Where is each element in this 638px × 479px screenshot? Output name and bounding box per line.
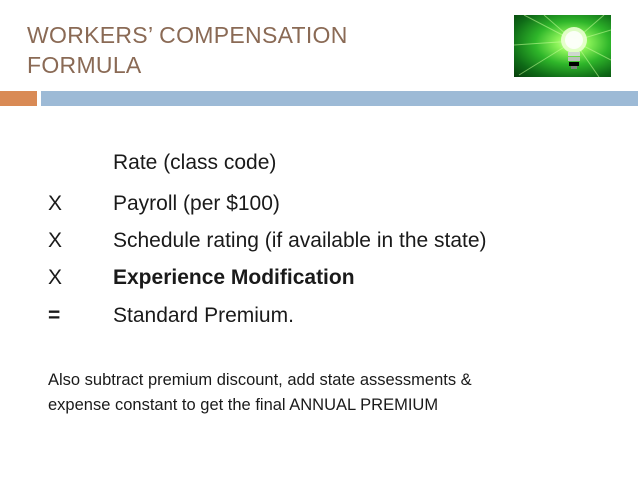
lightbulb-image xyxy=(514,15,611,77)
accent-bar-orange xyxy=(0,91,37,106)
footnote-line-1: Also subtract premium discount, add state assessments & xyxy=(48,371,472,389)
title-line-2: FORMULA xyxy=(27,52,142,78)
formula-term: Payroll (per $100) xyxy=(113,192,280,215)
formula-operator: X xyxy=(48,229,63,252)
formula-operator: X xyxy=(48,192,63,215)
formula-row xyxy=(0,299,638,333)
formula-term: Standard Premium. xyxy=(113,304,294,327)
slide-title xyxy=(27,20,348,80)
formula-term-bold: Experience Modification xyxy=(113,266,355,289)
formula-term: Rate (class code) xyxy=(113,151,277,174)
lightbulb-icon xyxy=(514,15,611,77)
formula-row xyxy=(0,261,638,295)
formula-term: Schedule rating (if available in the state) xyxy=(113,229,487,252)
accent-bar-blue xyxy=(41,91,638,106)
footnote xyxy=(48,368,618,418)
formula-row xyxy=(0,187,638,221)
title-line-1: WORKERS’ COMPENSATION xyxy=(27,22,348,48)
formula-operator: = xyxy=(48,304,61,327)
formula-row xyxy=(0,146,638,180)
formula-row xyxy=(0,224,638,258)
footnote-line-2: expense constant to get the final ANNUAL PREMIUM xyxy=(48,396,439,414)
formula-operator: X xyxy=(48,266,63,289)
